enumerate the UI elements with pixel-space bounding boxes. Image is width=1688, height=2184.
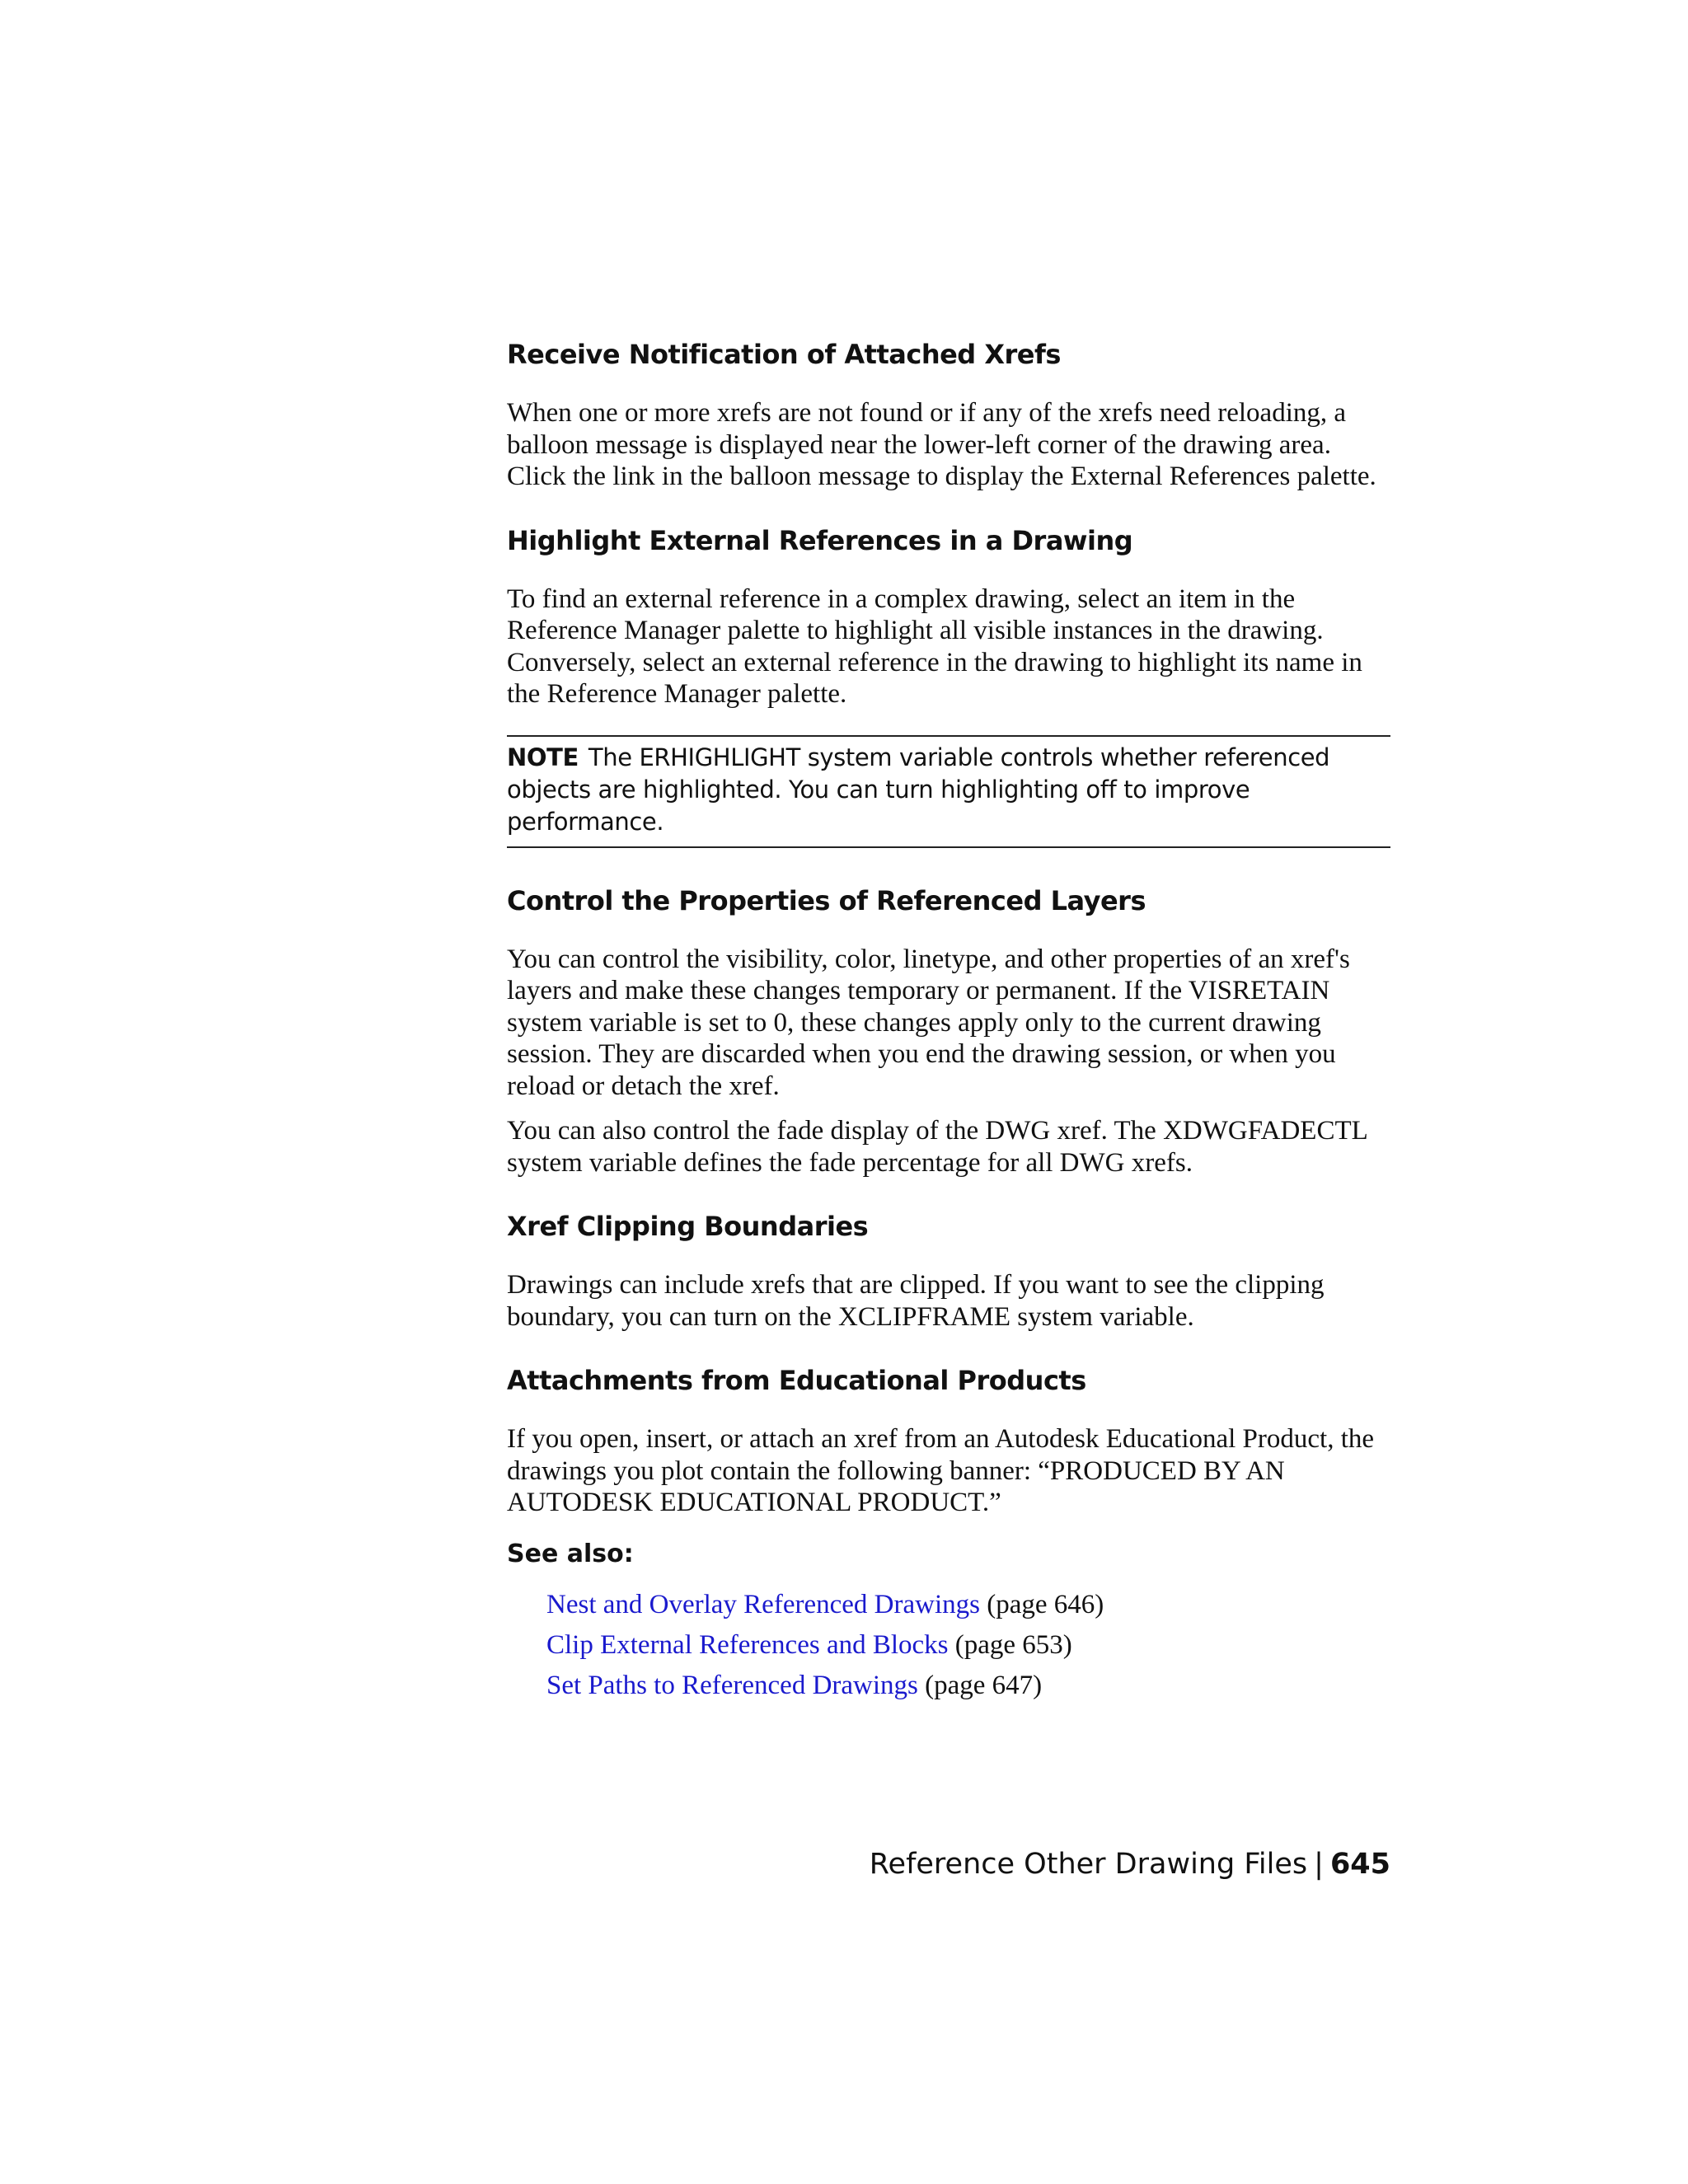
section-paragraph: When one or more xrefs are not found or if any of the xrefs need reloading, a balloon message is displayed near the lower-left corner of the drawing area. Click the link in the balloon message to display the External References palette. — [507, 398, 1376, 491]
footer-separator: | — [1314, 1848, 1324, 1881]
see-also-page-ref: (page 646) — [987, 1589, 1104, 1619]
section-highlight-external-references — [507, 524, 1390, 710]
section-paragraph: You can also control the fade display of the DWG xref. The XDWGFADECTL system variable defines the fade percentage for all DWG xrefs. — [507, 1116, 1367, 1178]
document-page — [507, 338, 1390, 1706]
see-also-heading: See also: — [507, 1539, 634, 1568]
see-also-page-ref: (page 647) — [925, 1670, 1043, 1700]
section-heading: Control the Properties of Referenced Layers — [507, 884, 1146, 916]
see-also-link-set-paths[interactable]: Set Paths to Referenced Drawings — [546, 1670, 918, 1700]
section-receive-notification — [507, 338, 1390, 493]
see-also-link-nest-overlay[interactable]: Nest and Overlay Referenced Drawings — [546, 1589, 980, 1619]
page-footer — [870, 1846, 1390, 1882]
see-also-list — [507, 1585, 1390, 1706]
section-paragraph: If you open, insert, or attach an xref from an Autodesk Educational Product, the drawings you plot contain the following banner: “PRODUCED BY AN AUTODESK EDUCATIONAL PRODUCT.” — [507, 1424, 1375, 1517]
section-paragraph: To find an external reference in a complex drawing, select an item in the Reference Manager palette to highlight all visible instances in the drawing. Conversely, select an external reference in the drawing to highlight its name in the Reference Manager palette. — [507, 583, 1362, 709]
see-also-item — [546, 1666, 1390, 1706]
note-label: NOTE — [507, 743, 579, 771]
note-text: The ERHIGHLIGHT system variable controls whether referenced objects are highlighted. You can turn highlighting off to improve performance. — [507, 743, 1330, 836]
footer-chapter-title: Reference Other Drawing Files — [869, 1848, 1308, 1881]
section-heading: Receive Notification of Attached Xrefs — [507, 339, 1061, 370]
see-also-link-clip-external[interactable]: Clip External References and Blocks — [546, 1629, 949, 1660]
section-heading: Attachments from Educational Products — [507, 1365, 1086, 1396]
section-heading: Xref Clipping Boundaries — [507, 1211, 869, 1242]
section-heading: Highlight External References in a Drawing — [507, 524, 1133, 556]
page-number: 645 — [1329, 1848, 1390, 1881]
section-paragraph: Drawings can include xrefs that are clipped. If you want to see the clipping boundary, you can turn on the XCLIPFRAME system variable. — [507, 1270, 1325, 1332]
section-paragraph: You can control the visibility, color, linetype, and other properties of an xref's layers and make these changes temporary or permanent. If the VISRETAIN system variable is set to 0, these changes apply only to the current drawing session. They are discarded when you end the drawing session, or when you reload or detach the xref. — [507, 944, 1350, 1101]
section-xref-clipping-boundaries — [507, 1210, 1390, 1333]
see-also-page-ref: (page 653) — [954, 1629, 1072, 1660]
see-also-block — [507, 1539, 1390, 1706]
section-control-layer-properties — [507, 884, 1390, 1179]
see-also-item — [546, 1625, 1390, 1666]
see-also-item — [546, 1585, 1390, 1625]
section-educational-attachments — [507, 1364, 1390, 1519]
note-box — [507, 735, 1390, 848]
